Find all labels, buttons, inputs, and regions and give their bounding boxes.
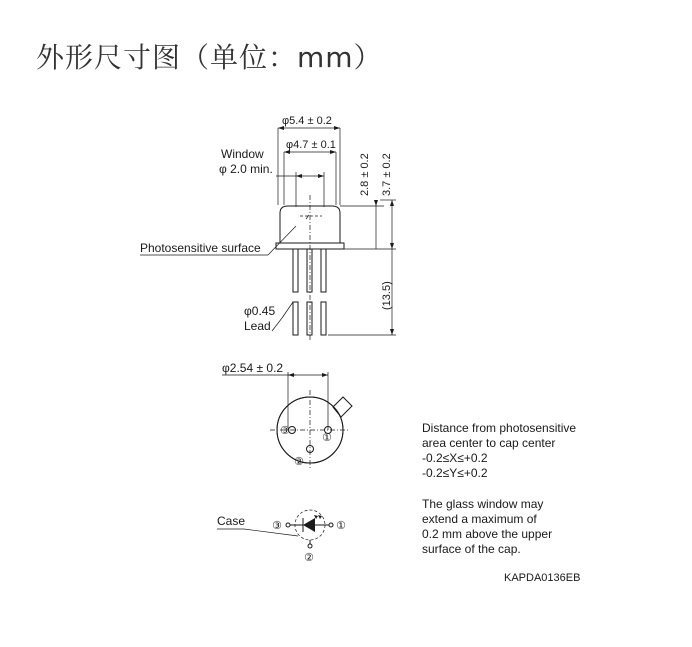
pin-1-label: ① [322,431,332,444]
note-line-8: surface of the cap. [422,542,521,556]
window-diameter-label: φ 2.0 min. [219,162,273,176]
note-line-3: -0.2≤X≤+0.2 [422,451,488,465]
schematic-pin-3: ③ [272,519,282,532]
height-3-7-label: 3.7 ± 0.2 [381,153,393,196]
page-title: 外形尺寸图（单位：mm） [36,41,383,74]
lead-diameter-label: φ0.45 [244,304,276,318]
drawing-code: KAPDA0136EB [504,572,581,584]
note-line-1: Distance from photosensitive [422,421,577,435]
note-line-5: The glass window may [422,497,544,511]
lead-label: Lead [244,319,271,333]
bottom-view [222,361,352,470]
pin-3-label: ③ [280,424,290,437]
notes [422,421,580,584]
note-line-4: -0.2≤Y≤+0.2 [422,466,488,480]
pitch-label: φ2.54 ± 0.2 [222,361,284,375]
schematic-pin-1: ① [336,519,346,532]
lead-length-label: (13.5) [381,281,393,310]
outer-diameter-label: φ5.4 ± 0.2 [282,115,332,127]
note-line-6: extend a maximum of [422,512,537,526]
note-line-7: 0.2 mm above the upper [422,527,553,541]
inner-diameter-label: φ4.7 ± 0.1 [286,139,336,151]
schematic [217,510,346,564]
photosensitive-surface-label: Photosensitive surface [140,241,261,255]
note-line-2: area center to cap center [422,436,556,450]
height-2-8-label: 2.8 ± 0.2 [359,153,371,196]
window-label: Window [221,147,264,161]
case-label: Case [217,514,246,528]
side-view [140,115,396,340]
schematic-pin-2: ② [304,551,314,564]
pin-2-label: ② [294,455,304,468]
